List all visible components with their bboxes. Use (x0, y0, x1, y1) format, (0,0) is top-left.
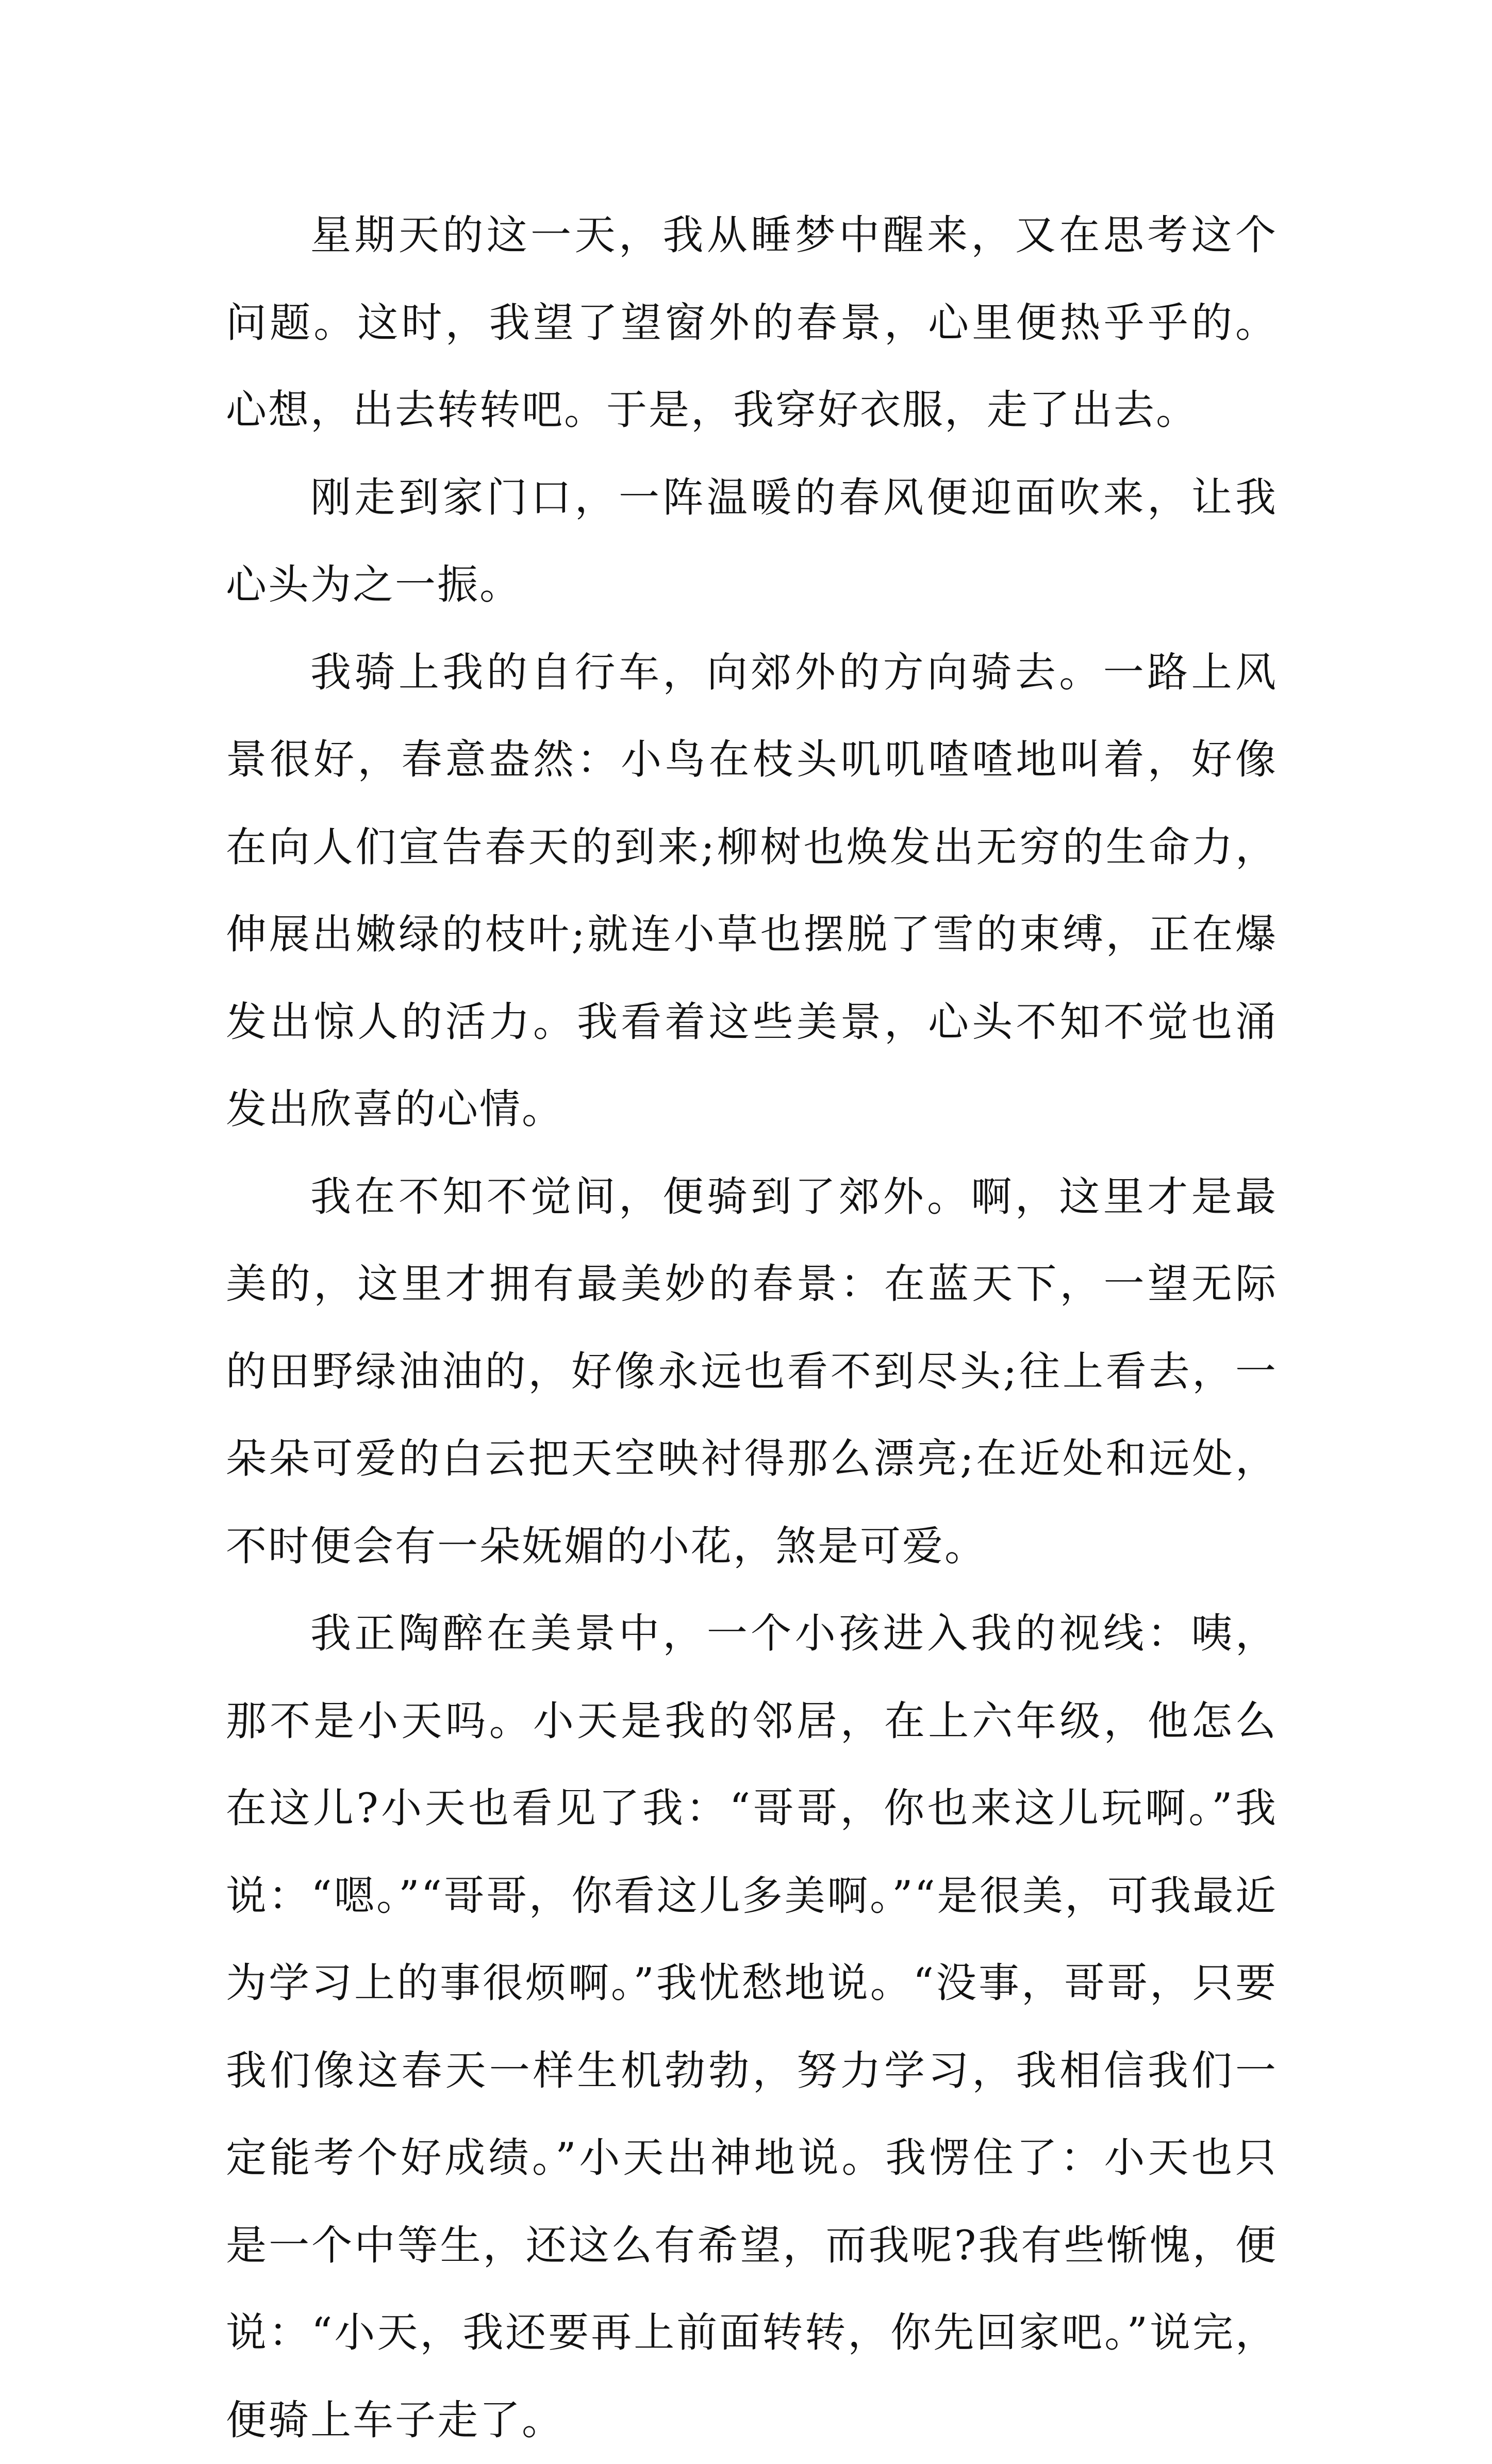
paragraph-4: 我在不知不觉间，便骑到了郊外。啊，这里才是最美的，这里才拥有最美妙的春景：在蓝天下，一望无际的田野绿油油的，好像永远也看不到尽头;往上看去，一朵朵可爱的白云把天空映衬得那么漂亮;在近处和远处，不时便会有一朵妩媚的小花，煞是可爱。 (226, 1172, 1278, 1570)
article-body (226, 192, 1278, 2464)
paragraph-3: 我骑上我的自行车，向郊外的方向骑去。一路上风景很好，春意盎然：小鸟在枝头叽叽喳喳地叫着，好像在向人们宣告春天的到来;柳树也焕发出无穷的生命力，伸展出嫩绿的枝叶;就连小草也摆脱了雪的束缚，正在爆发出惊人的活力。我看着这些美景，心头不知不觉也涌发出欣喜的心情。 (226, 648, 1278, 1133)
paragraph-2: 刚走到家门口，一阵温暖的春风便迎面吹来，让我心头为之一振。 (226, 473, 1278, 608)
paragraph-5: 我正陶醉在美景中，一个小孩进入我的视线：咦，那不是小天吗。小天是我的邻居，在上六年级，他怎么在这儿?小天也看见了我：“哥哥，你也来这儿玩啊。”我说：“嗯。”“哥哥，你看这儿多美啊。”“是很美，可我最近为学习上的事很烦啊。”我忧愁地说。“没事，哥哥，只要我们像这春天一样生机勃勃，努力学习，我相信我们一定能考个好成绩。”小天出神地说。我愣住了：小天也只是一个中等生，还这么有希望，而我呢?我有些惭愧，便说：“小天，我还要再上前面转转，你先回家吧。”说完，便骑上车子走了。 (226, 1610, 1278, 2444)
paragraph-1: 星期天的这一天，我从睡梦中醒来，又在思考这个问题。这时，我望了望窗外的春景，心里便热乎乎的。心想，出去转转吧。于是，我穿好衣服，走了出去。 (226, 211, 1278, 434)
